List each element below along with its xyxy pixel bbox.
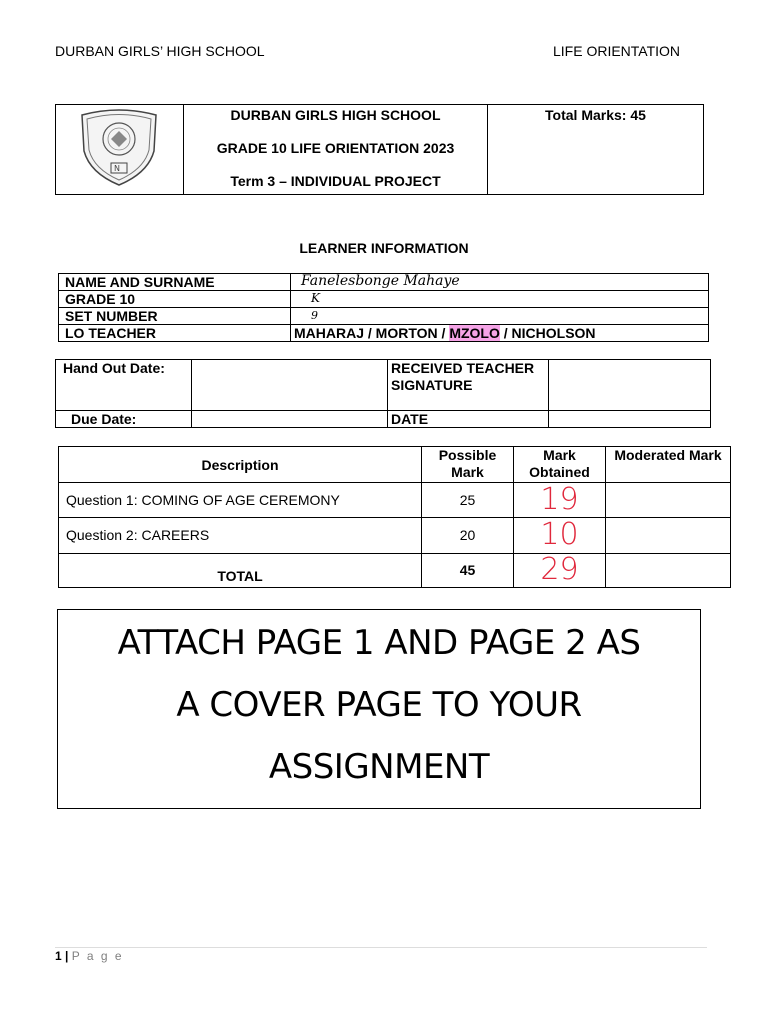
total-description: TOTAL (59, 554, 422, 588)
page-word: P a g e (71, 949, 124, 963)
table-row (59, 274, 709, 291)
table-row (59, 483, 731, 518)
cover-page-notice (57, 609, 701, 809)
total-marks: Total Marks: 45 (545, 107, 646, 123)
total-marks-cell (488, 105, 704, 195)
total-moderated[interactable] (606, 554, 731, 588)
due-date-label: Due Date: (56, 411, 192, 428)
teacher-highlighted: MZOLO (449, 325, 500, 341)
svg-text:N: N (114, 164, 120, 173)
notice-line-3: ASSIGNMENT (268, 747, 490, 787)
question-1-obtained: 19 (514, 483, 606, 518)
school-name: DURBAN GIRLS HIGH SCHOOL (230, 107, 441, 123)
grade-label: GRADE 10 (59, 291, 291, 308)
description-header: Description (59, 447, 422, 483)
name-label: NAME AND SURNAME (59, 274, 291, 291)
header-subject: LIFE ORIENTATION (553, 43, 681, 59)
page-separator: | (65, 949, 69, 963)
question-1-description: Question 1: COMING OF AGE CEREMONY (59, 483, 422, 518)
marks-table (58, 446, 731, 588)
notice-line-1: ATTACH PAGE 1 AND PAGE 2 AS (117, 623, 641, 663)
header-school: DURBAN GIRLS’ HIGH SCHOOL (55, 43, 265, 59)
footer (55, 949, 124, 963)
term-line: Term 3 – INDIVIDUAL PROJECT (230, 173, 441, 189)
table-row (59, 447, 731, 483)
grade-value[interactable]: K (291, 291, 709, 308)
total-possible: 45 (422, 554, 514, 588)
page-number: 1 (55, 949, 62, 963)
title-table (55, 104, 704, 195)
crest-cell (56, 105, 184, 195)
set-number-label: SET NUMBER (59, 308, 291, 325)
grade-subject-line: GRADE 10 LIFE ORIENTATION 2023 (216, 140, 455, 156)
question-2-description: Question 2: CAREERS (59, 518, 422, 554)
received-signature-label: RECEIVED TEACHER SIGNATURE (388, 360, 549, 411)
table-row (59, 325, 709, 342)
set-number-value[interactable]: 9 (291, 308, 709, 325)
hand-out-date-value[interactable] (192, 360, 388, 411)
title-cell (184, 105, 488, 195)
moderated-mark-header: Moderated Mark (606, 447, 731, 483)
table-row (56, 411, 711, 428)
table-row (59, 518, 731, 554)
table-row (59, 291, 709, 308)
mark-obtained-header: Mark Obtained (514, 447, 606, 483)
lo-teacher-value (291, 325, 709, 342)
date-value[interactable] (549, 411, 711, 428)
table-row (59, 554, 731, 588)
name-value[interactable]: Fanelesbonge Mahaye (291, 274, 709, 291)
date-label: DATE (388, 411, 549, 428)
footer-rule (55, 947, 707, 948)
received-signature-value[interactable] (549, 360, 711, 411)
hand-out-date-label: Hand Out Date: (56, 360, 192, 411)
teacher-names-after: / NICHOLSON (499, 325, 596, 341)
total-obtained: 29 (514, 554, 606, 588)
school-crest-logo (56, 105, 183, 189)
question-2-obtained: 10 (514, 518, 606, 554)
dates-table (55, 359, 711, 428)
due-date-value[interactable] (192, 411, 388, 428)
learner-info-table (58, 273, 709, 342)
learner-info-heading: LEARNER INFORMATION (299, 240, 469, 256)
teacher-names-before: MAHARAJ / MORTON / (294, 325, 450, 341)
table-row (59, 308, 709, 325)
table-row (56, 360, 711, 411)
notice-line-2: A COVER PAGE TO YOUR (176, 685, 582, 725)
question-2-moderated[interactable] (606, 518, 731, 554)
lo-teacher-label: LO TEACHER (59, 325, 291, 342)
question-2-possible: 20 (422, 518, 514, 554)
question-1-moderated[interactable] (606, 483, 731, 518)
possible-mark-header: Possible Mark (422, 447, 514, 483)
question-1-possible: 25 (422, 483, 514, 518)
